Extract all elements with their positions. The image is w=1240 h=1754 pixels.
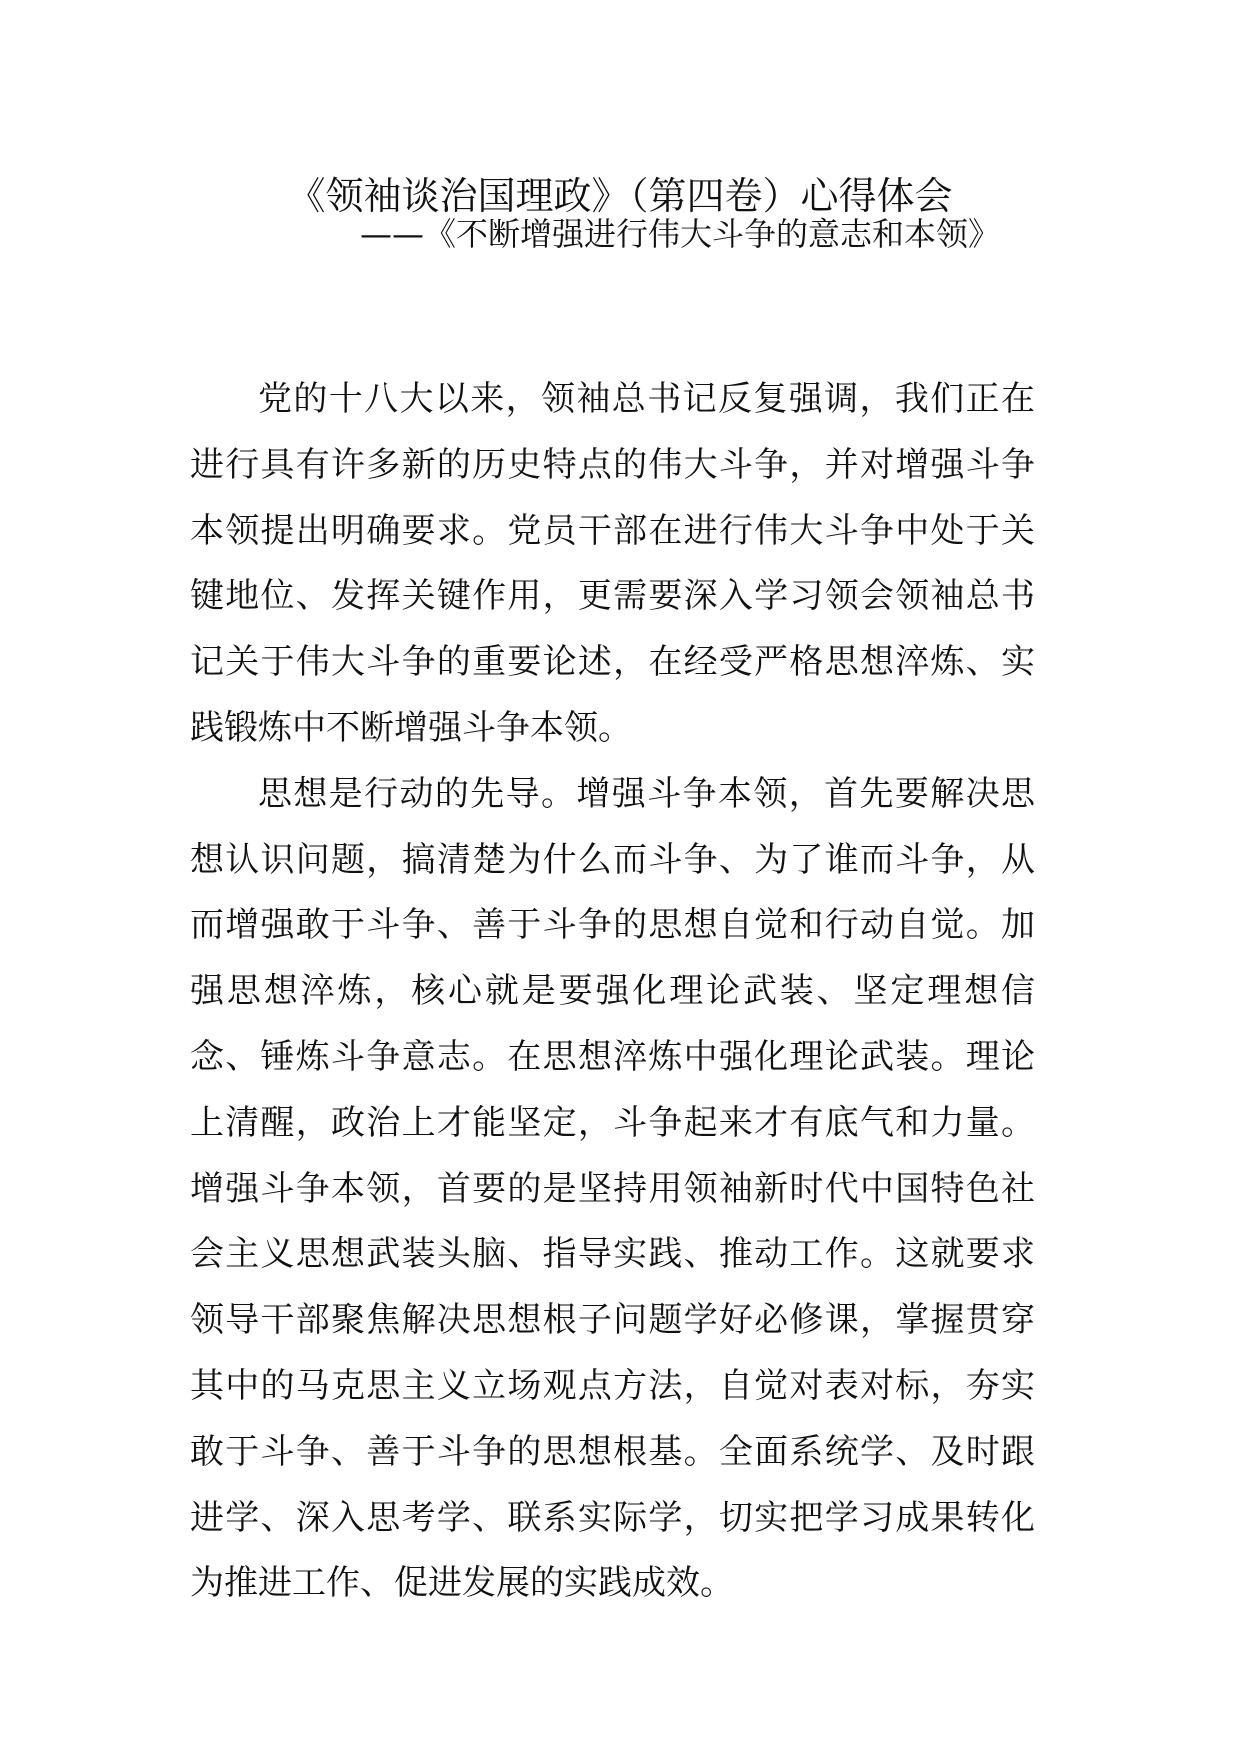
- paragraph: 党的十八大以来，领袖总书记反复强调，我们正在进行具有许多新的历史特点的伟大斗争，并对增强斗争本领提出明确要求。党员干部在进行伟大斗争中处于关键地位、发挥关键作用，更需要深入学习领会领袖总书记关于伟大斗争的重要论述，在经受严格思想淬炼、实践锻炼中不断增强斗争本领。: [190, 379, 1035, 748]
- document-title: 《领袖谈治国理政》（第四卷）心得体会: [287, 174, 953, 218]
- document-subtitle: ——《不断增强进行伟大斗争的意志和本领》: [360, 215, 1001, 253]
- paragraph: 思想是行动的先导。增强斗争本领，首先要解决思想认识问题，搞清楚为什么而斗争、为了谁而斗争，从而增强敢于斗争、善于斗争的思想自觉和行动自觉。加强思想淬炼，核心就是要强化理论武装、坚定理想信念、锤炼斗争意志。在思想淬炼中强化理论武装。理论上清醒，政治上才能坚定，斗争起来才有底气和力量。增强斗争本领，首要的是坚持用领袖新时代中国特色社会主义思想武装头脑、指导实践、推动工作。这就要求领导干部聚焦解决思想根子问题学好必修课，掌握贯穿其中的马克思主义立场观点方法，自觉对表对标，夯实敢于斗争、善于斗争的思想根基。全面系统学、及时跟进学、深入思考学、联系实际学，切实把学习成果转化为推进工作、促进发展的实践成效。: [190, 773, 1035, 1604]
- document-body: [190, 367, 1035, 1617]
